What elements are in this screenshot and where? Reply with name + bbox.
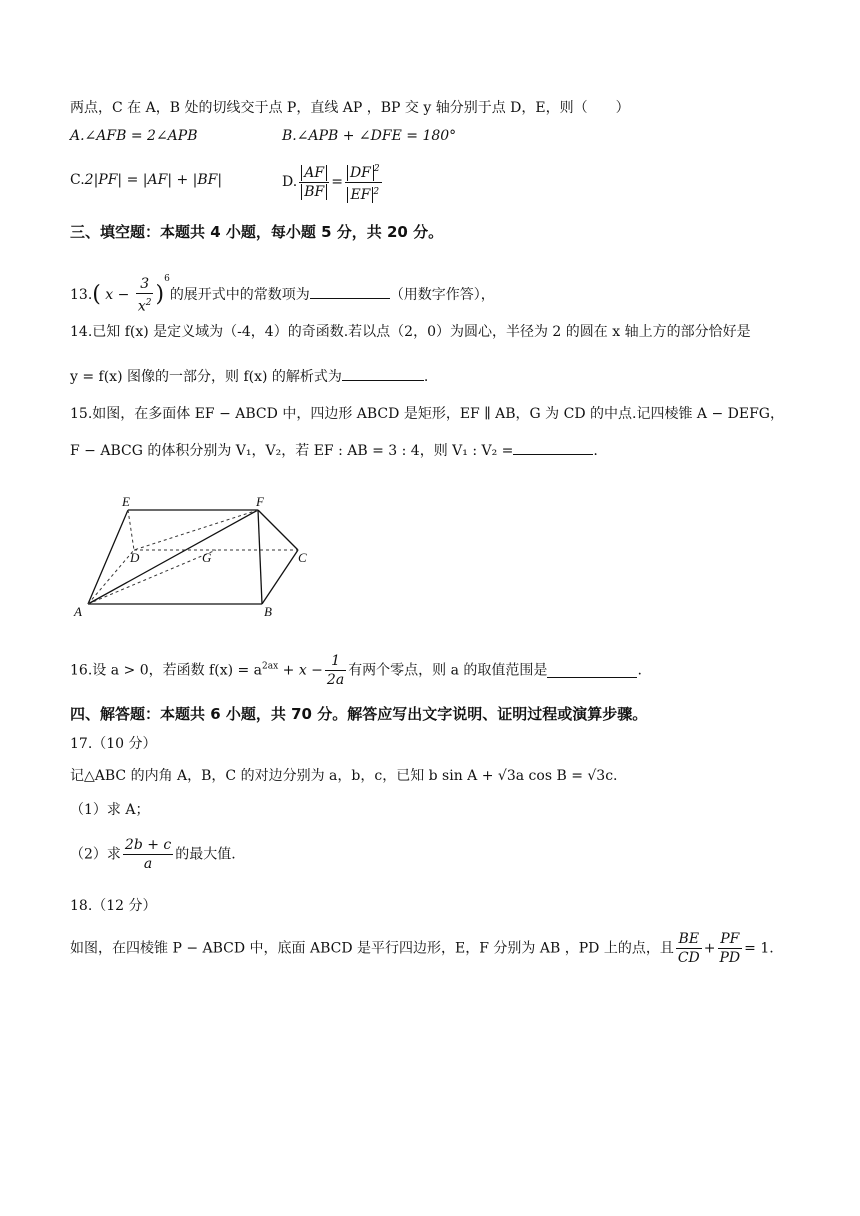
q13-number: 13. [70, 287, 93, 303]
q17-part1: （1）求 A； [70, 802, 150, 818]
q13-answer-blank [310, 284, 390, 299]
label-g: G [202, 550, 212, 565]
q12-option-d-prefix: D. [282, 174, 298, 191]
q14-line2-end: . [423, 369, 429, 385]
q18-frac1-num: BE [676, 930, 702, 949]
q13-note: （用数字作答）， [389, 287, 495, 303]
q16-prefix: 16.设 a > 0，若函数 f(x) = a [70, 662, 263, 679]
q17-part2 [70, 836, 236, 873]
label-b: B [264, 604, 272, 618]
q17-part2-prefix: （2）求 [70, 846, 121, 863]
q16-frac-den: 2a [326, 672, 345, 688]
q14-line2-text: y = f(x) 图像的一部分，则 f(x) 的解析式为 [70, 369, 342, 385]
q18-stem [70, 930, 774, 967]
section-3-heading: 三、填空题：本题共 4 小题，每小题 5 分，共 20 分。 [70, 223, 444, 241]
q14-line2 [70, 366, 428, 387]
q13-fraction: $\frac{3}{x^2}$ [137, 275, 152, 315]
q16-fraction [325, 652, 346, 689]
q14-answer-blank [342, 366, 424, 381]
section-4-heading: 四、解答题：本题共 6 小题，共 70 分。解答应写出文字说明、证明过程或演算步骤。 [70, 705, 648, 723]
label-d: D [130, 550, 140, 565]
q12-option-d: D. $\frac{AF}{BF}$ = $\frac{DF ^2}{EF ^2}$ [282, 160, 384, 204]
q18-plus: + [703, 940, 716, 957]
q18-fraction-1 [676, 930, 702, 967]
q12-option-d-frac1: $\frac{AF}{BF}$ [299, 164, 329, 201]
edge-fb [258, 510, 262, 604]
polyhedron-figure [70, 492, 320, 618]
q15-line1: 15.如图，在多面体 EF − ABCD 中，四边形 ABCD 是矩形，EF ∥ AB，G 为 CD 的中点.记四棱锥 A − DEFG， [70, 406, 784, 422]
q12-option-a: A.∠AFB = 2∠APB [70, 128, 198, 144]
q18-frac2-den: PD [719, 950, 741, 966]
q14-line1: 14.已知 f(x) 是定义域为（-4，4）的奇函数.若以点（2，0）为圆心，半径为 2 的圆在 x 轴上方的部分恰好是 [70, 324, 751, 340]
q17-stem: 记△ABC 的内角 A，B，C 的对边分别为 a，b，c，已知 b sin A + √3a cos B = √3c. [70, 768, 618, 784]
label-a: A [74, 604, 82, 618]
q13-text: 的展开式中的常数项为 [169, 287, 310, 303]
q15-line2-end: . [593, 443, 598, 459]
label-c: C [298, 550, 307, 565]
q16-answer-blank [547, 663, 637, 678]
q17-part2-suffix: 的最大值. [175, 846, 236, 863]
q18-tail: = 1. [744, 940, 774, 957]
label-e: E [122, 494, 130, 509]
q12-option-c-prefix: C. [70, 172, 85, 188]
q17-head: 17.（10 分） [70, 736, 157, 752]
label-f: F [256, 494, 264, 509]
q16-end: . [637, 662, 642, 679]
q18-frac1-den: CD [677, 950, 700, 966]
q16-suffix: 有两个零点，则 a 的取值范围是 [348, 662, 548, 679]
q15-line2 [70, 440, 598, 461]
q12-option-c-expr: 2|PF| = |AF| + |BF| [84, 172, 223, 188]
edge-ed-hidden [128, 510, 134, 550]
q12-option-d-frac2: $\frac{DF ^2}{EF ^2}$ [345, 160, 382, 204]
q17-fraction [123, 836, 173, 873]
q16-exponent: 2ax [262, 661, 279, 672]
edge-ad-hidden [88, 550, 134, 604]
q18-head: 18.（12 分） [70, 898, 157, 914]
q16-frac-num: 1 [325, 652, 346, 671]
q17-frac-den: a [143, 856, 153, 872]
q16 [70, 652, 642, 689]
q12-option-b: B.∠APB + ∠DFE = 180° [282, 128, 457, 144]
edge-fc [258, 510, 298, 550]
q12-stem: 两点，C 在 A，B 处的切线交于点 P，直线 AP ，BP 交 y 轴分别于点 D，E，则（ ） [70, 100, 630, 116]
edge-af [88, 510, 258, 604]
q16-mid: + x − [278, 662, 323, 679]
edge-bc [262, 550, 298, 604]
q18-frac2-num: PF [718, 930, 743, 949]
q15-line2-text: F − ABCG 的体积分别为 V₁，V₂，若 EF : AB = 3 : 4，则 V₁ : V₂ = [70, 443, 514, 459]
q18-stem-text: 如图，在四棱锥 P − ABCD 中，底面 ABCD 是平行四边形，E，F 分别为 AB ，PD 上的点，且 [70, 940, 674, 957]
q13: 13.( x − $\frac{3}{x^2}$ )$^6$的展开式中的常数项为 （用数字作答）， [70, 274, 495, 315]
q15-answer-blank [513, 440, 593, 455]
q18-fraction-2 [718, 930, 743, 967]
q12-option-c [70, 170, 222, 190]
q17-frac-num: 2b + c [124, 837, 172, 853]
